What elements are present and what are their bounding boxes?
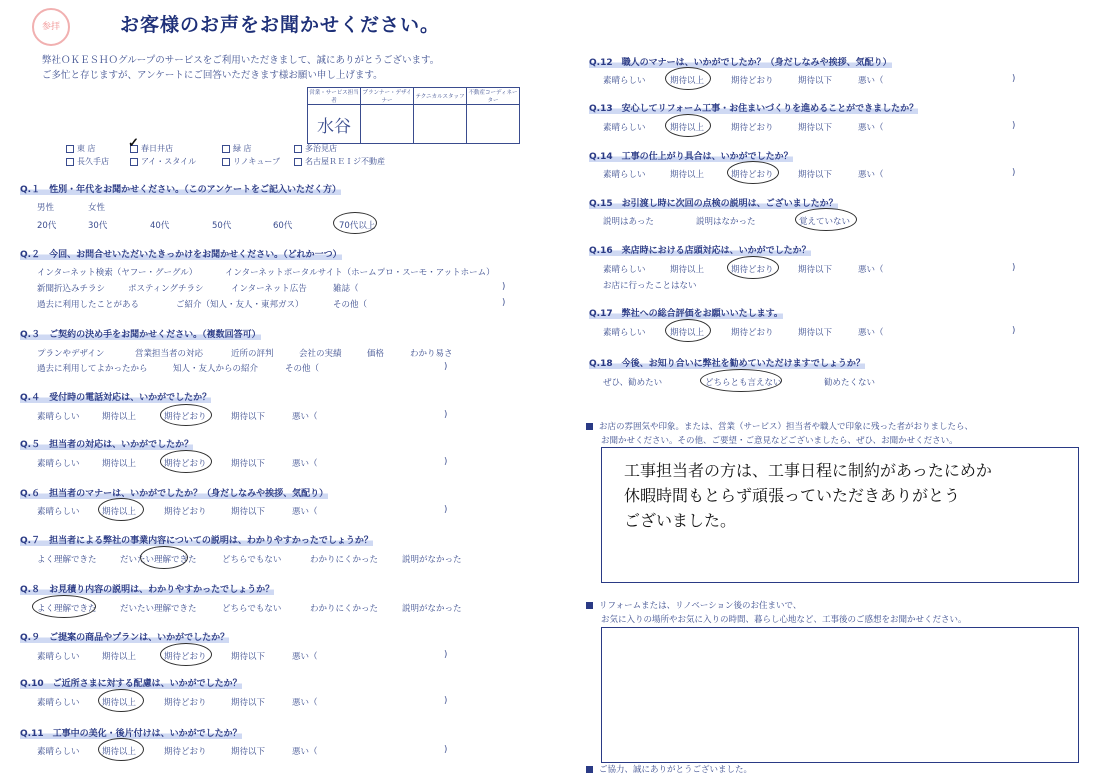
option[interactable]: よく理解できた [37,555,97,565]
option[interactable]: 説明がなかった [402,555,462,565]
option[interactable]: 期待以下 [798,170,833,180]
staff-header: 営業・サービス担当者 [308,88,361,105]
store-tajimi[interactable]: 多治見店 [294,143,337,154]
option[interactable]: わかりにくかった [310,555,379,565]
option[interactable]: 期待どおり [164,747,207,757]
option[interactable]: 期待どおり [731,328,774,338]
checkbox-icon [294,145,302,153]
comment-prompt-2-line-2: お気に入りの場所やお気に入りの時間、暮らし心地など、工事後のご感想をお聞かせください。 [601,615,967,625]
paren: ) [1012,74,1016,84]
intro-line-2: ご多忙と存じますが、アンケートにご回答いただきます様お願い申し上げます。 [42,70,383,81]
option[interactable]: 期待以下 [798,123,833,133]
question-11: Q.11 工事中の美化・後片付けは、いかがでしたか？ [20,729,242,739]
comment-prompt-2: リフォームまたは、リノベーション後のお住まいで、 [586,599,801,611]
selection-circle [700,369,782,392]
sales-staff-name[interactable]: 水谷 [308,105,361,144]
question-7: Q.７ 担当者による弊社の事業内容についての説明は、わかりやすかったでしょうか？ [20,536,373,546]
option[interactable]: 60代 [273,221,293,231]
option[interactable]: どちらでもない [222,555,282,565]
option[interactable]: 期待以下 [231,747,266,757]
company-stamp: 参拝 [32,8,70,46]
paren: ) [502,298,506,308]
question-8: Q.８ お見積り内容の説明は、わかりやすかったでしょうか？ [20,585,275,595]
staff-header: テクニカルスタッフ [414,88,467,105]
option[interactable]: 70代以上 [339,221,376,231]
page-title: お客様のお声をお聞かせください。 [120,14,441,36]
thanks-text: ご協力、誠にありがとうございました。 [586,763,752,775]
option[interactable]: 素晴らしい [37,698,80,708]
handwritten-line-1: 工事担当者の方は、工事日程に制約があったにめか [624,461,992,480]
paren: ) [1012,121,1016,131]
option[interactable]: 20代 [37,221,57,231]
option[interactable]: インターネット検索（ヤフー・グーグル） [37,268,198,278]
option[interactable]: 期待以上 [102,698,137,708]
option[interactable]: 期待どおり [164,698,207,708]
paren: ) [444,505,448,515]
option[interactable]: 期待以上 [670,76,705,86]
option[interactable]: ご紹介（知人・友人・東邦ガス） [176,300,304,310]
checkbox-icon [294,158,302,166]
selection-circle [160,404,212,426]
option[interactable]: 期待どおり [731,170,774,180]
store-higashi[interactable]: 東 店 [66,143,96,154]
option[interactable]: 期待以上 [670,123,705,133]
option[interactable]: 30代 [88,221,108,231]
option[interactable]: 近所の評判 [231,349,274,359]
option[interactable]: だいたい理解できた [120,604,197,614]
option[interactable]: わかりにくかった [310,604,379,614]
option[interactable]: 期待以下 [231,698,266,708]
option[interactable]: 男性 [37,203,55,213]
store-renocube[interactable]: リノキューブ [222,156,280,167]
option[interactable]: その他（ [285,364,320,374]
option[interactable]: インターネットポータルサイト（ホームプロ・スーモ・アットホーム） [225,268,495,278]
paren: ) [444,457,448,467]
question-4: Q.４ 受付時の電話対応は、いかがでしたか？ [20,393,212,403]
option[interactable]: ぜひ、勧めたい [603,378,663,388]
selection-circle [32,595,96,618]
option[interactable]: その他（ [333,300,368,310]
option[interactable]: ポスティングチラシ [128,284,204,294]
paren: ) [1012,168,1016,178]
option[interactable]: わかり易さ [410,349,453,359]
option[interactable]: 素晴らしい [37,507,80,517]
option[interactable]: 悪い（ [292,698,318,708]
question-13: Q.13 安心してリフォーム工事・お住まいづくりを進めることができましたか？ [589,104,919,114]
option[interactable]: 過去に利用してよかったから [37,364,148,374]
option[interactable]: 知人・友人からの紹介 [173,364,259,374]
option[interactable]: 期待どおり [731,265,774,275]
selection-circle [795,208,857,231]
option[interactable]: 悪い（ [858,76,884,86]
question-18: Q.18 今後、お知り合いに弊社を勧めていただけますでしょうか？ [589,359,865,369]
comment-prompt-1-line-2: お聞かせください。その他、ご要望・ご意見などございましたら、ぜひ、お聞かせください。 [601,436,958,446]
technical-staff-name[interactable] [414,105,467,144]
paren: ) [1012,326,1016,336]
store-kasugai[interactable]: 春日井店 [130,143,173,154]
question-6: Q.６ 担当者のマナーは、いかがでしたか？（身だしなみや挨拶、気配り） [20,489,329,499]
option[interactable]: 素晴らしい [603,76,646,86]
option[interactable]: 期待どおり [731,123,774,133]
option[interactable]: 期待どおり [164,652,207,662]
paren: ) [444,650,448,660]
option[interactable]: 勧めたくない [824,378,876,388]
bullet-square-icon [586,766,593,773]
bullet-square-icon [586,423,593,430]
option[interactable]: 説明がなかった [402,604,462,614]
selection-circle [665,114,711,137]
paren: ) [502,282,506,292]
option[interactable]: プランやデザイン [37,349,105,359]
selection-circle [333,212,377,234]
checkbox-icon [66,158,74,166]
option[interactable]: 素晴らしい [37,747,80,757]
checkbox-icon [222,158,230,166]
check-mark-icon: ✓ [128,136,139,151]
bullet-square-icon [586,602,593,609]
option[interactable]: 素晴らしい [37,459,80,469]
comment-box-1[interactable] [601,447,1079,583]
option[interactable]: 期待どおり [164,459,207,469]
selection-circle [98,498,144,521]
option[interactable]: 素晴らしい [37,652,80,662]
selection-circle [98,738,144,761]
option[interactable]: 期待以上 [102,459,137,469]
question-9: Q.９ ご提案の商品やプランは、いかがでしたか？ [20,633,230,643]
planner-name[interactable] [361,105,414,144]
selection-circle [727,161,779,184]
option[interactable]: 悪い（ [292,507,318,517]
store-istyle[interactable]: アイ・スタイル [130,156,196,167]
intro-line-1: 弊社ＯＫＥＳＨＯグループのサービスをご利用いただきまして、誠にありがとうございます。 [42,55,440,66]
paren: ) [444,745,448,755]
option[interactable]: 期待以下 [231,507,266,517]
option[interactable]: 悪い（ [858,170,884,180]
selection-circle [160,643,212,666]
option[interactable]: 過去に利用したことがある [37,300,140,310]
option[interactable]: 悪い（ [292,412,318,422]
option[interactable]: だいたい理解できた [120,555,197,565]
option[interactable]: 50代 [212,221,232,231]
question-3: Q.３ ご契約の決め手をお聞かせください。（複数回答可） [20,330,261,340]
store-midori[interactable]: 緑 店 [222,143,252,154]
option[interactable]: 期待以上 [670,265,705,275]
option[interactable]: インターネット広告 [231,284,307,294]
option[interactable]: 素晴らしい [37,412,80,422]
handwritten-line-2: 休暇時間もとらず頑張っていただきありがとう [624,486,961,505]
option[interactable]: 会社の実績 [299,349,342,359]
option[interactable]: 素晴らしい [603,328,646,338]
option[interactable]: 女性 [88,203,106,213]
option[interactable]: 期待以上 [102,652,137,662]
selection-circle [160,450,212,473]
option[interactable]: 悪い（ [858,328,884,338]
option[interactable]: 素晴らしい [603,123,646,133]
option[interactable]: 価格 [367,349,385,359]
option[interactable]: 新聞折込みチラシ [37,284,106,294]
paren: ) [444,362,448,372]
question-14: Q.14 工事の仕上がり具合は、いかがでしたか？ [589,152,793,162]
option[interactable]: 悪い（ [292,747,318,757]
question-10: Q.10 ご近所さまに対する配慮は、いかがでしたか？ [20,679,242,689]
question-2: Q.２ 今回、お問合せいただいたきっかけをお聞かせください。（どれか一つ） [20,250,342,260]
paren: ) [444,410,448,420]
option[interactable]: どちらでもない [222,604,282,614]
question-1: Q.１ 性別・年代をお聞かせください。（このアンケートをご記入いただく方） [20,185,342,195]
staff-header: 不動産コーディネーター [467,88,520,105]
checkbox-icon [66,145,74,153]
option[interactable]: どちらとも言えない [705,378,782,388]
comment-prompt-1: お店の雰囲気や印象。または、営業（サービス）担当者や職人で印象に残った者がおりましたら、 [586,420,973,432]
option[interactable]: 営業担当者の対応 [135,349,204,359]
option[interactable]: 悪い（ [292,459,318,469]
question-16: Q.16 来店時における店頭対応は、いかがでしたか？ [589,246,811,256]
paren: ) [1012,263,1016,273]
store-nagakute[interactable]: 長久手店 [66,156,109,167]
selection-circle [665,67,711,90]
question-17: Q.17 弊社への総合評価をお願いいたします。 [589,309,783,319]
option[interactable]: 期待以上 [102,747,137,757]
option[interactable]: 期待以下 [231,412,266,422]
option[interactable]: 期待以下 [798,265,833,275]
option[interactable]: 雑誌（ [333,284,359,294]
option[interactable]: 素晴らしい [603,265,646,275]
selection-circle [140,546,188,569]
option[interactable]: 期待以上 [670,328,705,338]
option[interactable]: 期待以下 [231,652,266,662]
option[interactable]: 説明はなかった [696,217,756,227]
option[interactable]: よく理解できた [37,604,97,614]
question-12: Q.12 職人のマナーは、いかがでしたか？（身だしなみや挨拶、気配り） [589,58,892,68]
option[interactable]: 期待以下 [798,76,833,86]
option[interactable]: 悪い（ [292,652,318,662]
staff-header: プランナー・デザイナー [361,88,414,105]
question-5: Q.５ 担当者の対応は、いかがでしたか？ [20,440,194,450]
handwritten-line-3: ございました。 [624,511,737,530]
option[interactable]: 期待以上 [102,412,137,422]
selection-circle [98,689,144,712]
realestate-name[interactable] [467,105,520,144]
option[interactable]: お店に行ったことはない [603,281,697,291]
option[interactable]: 期待どおり [731,76,774,86]
option[interactable]: 素晴らしい [603,170,646,180]
selection-circle [727,256,779,279]
option[interactable]: 期待以上 [102,507,137,517]
option[interactable]: 期待どおり [164,507,207,517]
option[interactable]: 期待以下 [231,459,266,469]
option[interactable]: 40代 [150,221,170,231]
checkbox-icon [130,158,138,166]
staff-table [307,87,520,144]
paren: ) [444,696,448,706]
checkbox-icon [222,145,230,153]
question-15: Q.15 お引渡し時に次回の点検の説明は、ございましたか？ [589,199,838,209]
option[interactable]: 覚えていない [799,217,851,227]
option[interactable]: 悪い（ [858,123,884,133]
option[interactable]: 期待以上 [670,170,705,180]
selection-circle [665,319,711,342]
option[interactable]: 悪い（ [858,265,884,275]
comment-box-2[interactable] [601,627,1079,763]
store-nagoya-realestate[interactable]: 名古屋ＲＥＩジ不動産 [294,156,385,167]
option[interactable]: 期待どおり [164,412,207,422]
option[interactable]: 説明はあった [603,217,654,227]
option[interactable]: 期待以下 [798,328,833,338]
